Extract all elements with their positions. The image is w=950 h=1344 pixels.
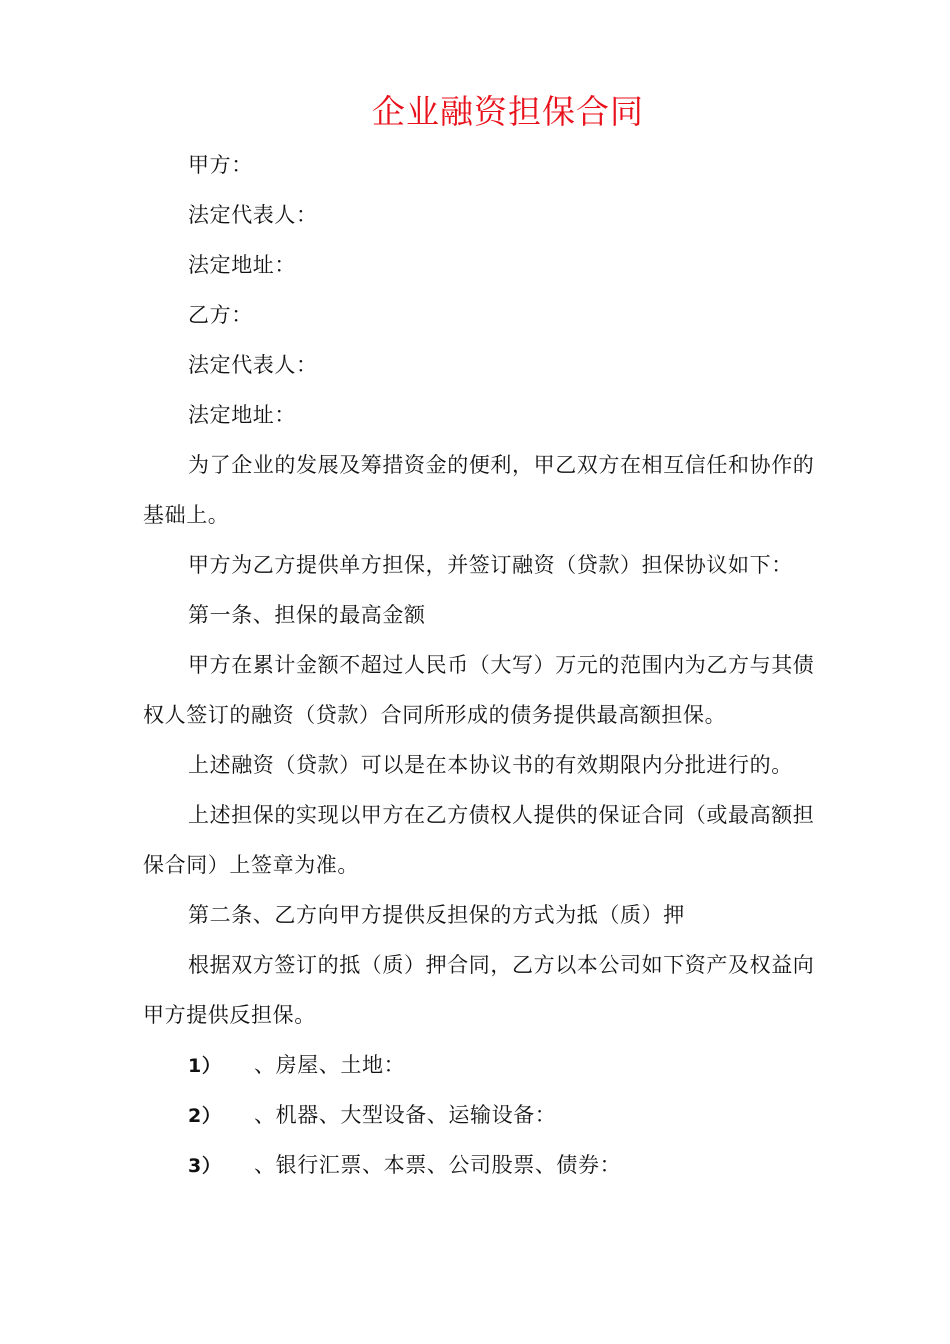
list-item	[188, 1040, 808, 1091]
list-item	[188, 1140, 808, 1191]
list-item	[188, 1090, 808, 1141]
party-a-representative: 法定代表人：	[188, 203, 318, 227]
party-b-label: 乙方：	[188, 303, 253, 327]
party-b-representative: 法定代表人：	[188, 353, 318, 377]
preamble-paragraph: 为了企业的发展及筹措资金的便利，甲乙双方在相互信任和协作的基础上。	[143, 453, 815, 527]
article-1-paragraph-2: 上述融资（贷款）可以是在本协议书的有效期限内分批进行的。	[188, 753, 793, 777]
list-item-number: 3）	[188, 1155, 222, 1177]
party-a-label: 甲方：	[188, 153, 253, 177]
agreement-intro-paragraph: 甲方为乙方提供单方担保，并签订融资（贷款）担保协议如下：	[188, 553, 793, 577]
list-item-text: 、房屋、土地：	[254, 1053, 406, 1077]
list-item-text: 、银行汇票、本票、公司股票、债券：	[254, 1153, 622, 1177]
document-title: 企业融资担保合同	[372, 92, 644, 131]
list-item-text: 、机器、大型设备、运输设备：	[254, 1103, 557, 1127]
party-a-address: 法定地址：	[188, 253, 296, 277]
article-1-heading: 第一条、担保的最高金额	[188, 603, 426, 627]
article-1-paragraph-3: 上述担保的实现以甲方在乙方债权人提供的保证合同（或最高额担保合同）上签章为准。	[143, 803, 815, 877]
article-2-paragraph-1: 根据双方签订的抵（质）押合同，乙方以本公司如下资产及权益向 甲方提供反担保。	[143, 953, 815, 1027]
article-2-heading: 第二条、乙方向甲方提供反担保的方式为抵（质）押	[188, 903, 685, 927]
list-item-number: 2）	[188, 1105, 222, 1127]
list-item-number: 1）	[188, 1055, 222, 1077]
party-b-address: 法定地址：	[188, 403, 296, 427]
article-1-paragraph-1: 甲方在累计金额不超过人民币（大写）万元的范围内为乙方与其债 权人签订的融资（贷款）合同所形成的债务提供最高额担保。	[143, 653, 815, 727]
